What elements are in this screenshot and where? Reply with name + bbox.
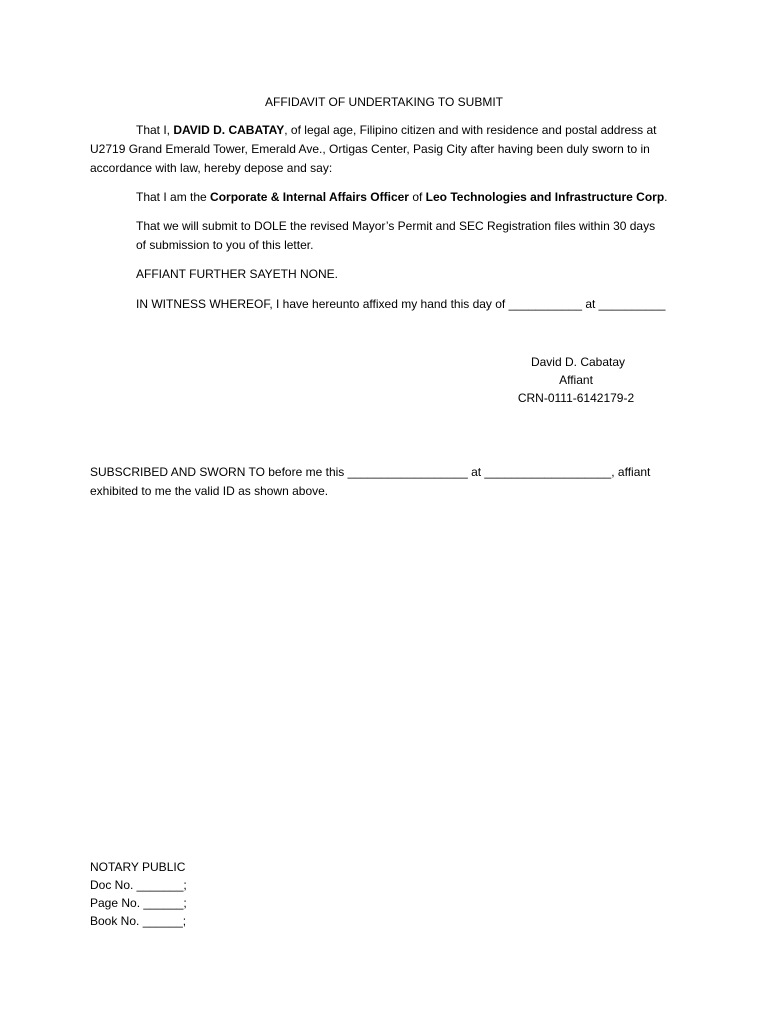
paragraph-1-line-3: accordance with law, hereby depose and say: xyxy=(90,161,333,175)
paragraph-2-lead: That I am the xyxy=(136,190,211,204)
paragraph-4: AFFIANT FURTHER SAYETH NONE. xyxy=(136,267,339,281)
paragraph-3-line-2: of submission to you of this letter. xyxy=(136,238,314,252)
paragraph-5: IN WITNESS WHEREOF, I have hereunto affixed my hand this day of ___________ at __________ xyxy=(136,297,666,311)
paragraph-1-line-2: U2719 Grand Emerald Tower, Emerald Ave., Ortigas Center, Pasig City after having been duly sworn to in xyxy=(90,142,650,156)
jurat-line-2: exhibited to me the valid ID as shown above. xyxy=(90,484,329,498)
paragraph-1-line-1 xyxy=(136,122,657,138)
notary-doc-no: Doc No. _______; xyxy=(90,878,187,892)
paragraph-2-end: . xyxy=(664,190,668,204)
company-name: Leo Technologies and Infrastructure Corp xyxy=(425,190,665,204)
paragraph-2-middle: of xyxy=(408,190,426,204)
signature-crn: CRN-0111-6142179-2 xyxy=(517,391,635,405)
paragraph-3-line-1: That we will submit to DOLE the revised Mayor’s Permit and SEC Registration files within 30 days xyxy=(136,219,656,233)
notary-book-no: Book No. ______; xyxy=(90,914,187,928)
affiant-name: DAVID D. CABATAY xyxy=(173,123,285,137)
paragraph-2 xyxy=(136,189,668,205)
paragraph-1-rest: , of legal age, Filipino citizen and with residence and postal address at xyxy=(284,123,657,137)
affiant-role: Corporate & Internal Affairs Officer xyxy=(210,190,409,204)
signature-name: David D. Cabatay xyxy=(530,355,626,369)
jurat-line-1: SUBSCRIBED AND SWORN TO before me this __________________ at ___________________, affiant xyxy=(90,465,651,479)
paragraph-1-lead: That I, xyxy=(136,123,174,137)
signature-role: Affiant xyxy=(559,373,593,387)
notary-page-no: Page No. ______; xyxy=(90,896,187,910)
document-title: AFFIDAVIT OF UNDERTAKING TO SUBMIT xyxy=(264,95,504,109)
notary-public-label: NOTARY PUBLIC xyxy=(90,860,186,874)
